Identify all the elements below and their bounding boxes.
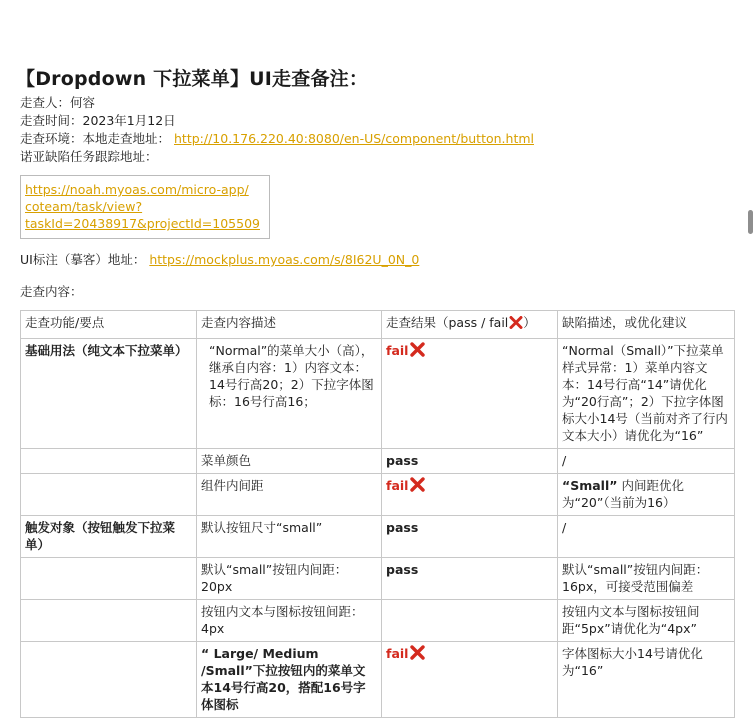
time-line: 走查时间：2023年1月12日 (20, 113, 176, 128)
red-cross-icon (409, 477, 426, 496)
row-desc: “ Large/ Medium /Small”下拉按钮内的菜单文本14号行高20，搭配16号字体图标 (197, 642, 382, 718)
env-url-link[interactable]: http://10.176.220.40:8080/en-US/component/button.html (174, 131, 534, 146)
row-point (21, 474, 197, 516)
ui-url-link[interactable]: https://mockplus.myoas.com/s/8I62U_0N_0 (149, 252, 420, 267)
table-row (21, 474, 735, 516)
row-desc: “Normal”的菜单大小（高），继承自内容：1）内容文本：14号行高20；2）下拉字体图标：16号行高16； (197, 339, 382, 449)
row-result (382, 474, 558, 516)
pass-text: pass (386, 453, 419, 468)
row-issue: / (558, 449, 735, 474)
row-issue: / (558, 516, 735, 558)
walkthrough-table (20, 310, 735, 718)
row-result (382, 600, 558, 642)
header-result-text: 走查结果（pass / fail (386, 315, 509, 330)
env-line (20, 130, 734, 148)
ui-line (20, 251, 734, 269)
fail-text: fail (386, 646, 409, 661)
defect-url-line-3: taskId=20438917&projectId=105509 (25, 216, 260, 231)
issue-emphasis: “Small” (562, 478, 618, 493)
row-desc: 默认“small”按钮内间距：20px (197, 558, 382, 600)
header-desc: 走查内容描述 (197, 311, 382, 339)
row-point: 触发对象（按钮触发下拉菜单） (21, 516, 197, 558)
defect-url-line-1: https://noah.myoas.com/micro-app/ (25, 182, 249, 197)
red-cross-icon (509, 316, 523, 333)
header-result-close: ） (523, 315, 536, 330)
row-issue (558, 474, 735, 516)
document-body (16, 66, 734, 718)
table-row (21, 558, 735, 600)
walker-line: 走查人：何容 (20, 95, 96, 110)
row-result (382, 558, 558, 600)
env-label: 走查环境：本地走查地址： (20, 131, 171, 146)
row-point (21, 558, 197, 600)
table-row (21, 449, 735, 474)
row-result (382, 339, 558, 449)
page-title: 【Dropdown 下拉菜单】UI走查备注： (16, 68, 369, 90)
row-issue: 字体图标大小14号请优化为“16” (558, 642, 735, 718)
table-row (21, 642, 735, 718)
row-desc: 按钮内文本与图标按钮间距：4px (197, 600, 382, 642)
row-point: 基础用法（纯文本下拉菜单） (21, 339, 197, 449)
row-issue: 按钮内文本与图标按钮间距“5px”请优化为“4px” (558, 600, 735, 642)
scrollbar-thumb[interactable] (748, 210, 753, 234)
header-issue: 缺陷描述，或优化建议 (558, 311, 735, 339)
row-desc: 菜单颜色 (197, 449, 382, 474)
fail-text: fail (386, 343, 409, 358)
red-cross-icon (409, 342, 426, 361)
pass-text: pass (386, 562, 419, 577)
pass-text: pass (386, 520, 419, 535)
row-result (382, 516, 558, 558)
ui-label: UI标注（摹客）地址： (20, 252, 146, 267)
defect-url-line-2: coteam/task/view? (25, 199, 143, 214)
content-label: 走查内容： (20, 284, 83, 299)
table-row (21, 339, 735, 449)
header-point: 走查功能/要点 (21, 311, 197, 339)
defect-url-link[interactable] (25, 182, 260, 231)
row-result (382, 642, 558, 718)
issue-text: 内间距优化为“20”（当前为16） (562, 478, 684, 510)
fail-text: fail (386, 478, 409, 493)
row-desc: 默认按钮尺寸“small” (197, 516, 382, 558)
table-row (21, 516, 735, 558)
table-row (21, 600, 735, 642)
row-result (382, 449, 558, 474)
row-point (21, 600, 197, 642)
row-desc: 组件内间距 (197, 474, 382, 516)
row-point (21, 449, 197, 474)
red-cross-icon (409, 645, 426, 664)
row-point (21, 642, 197, 718)
table-header-row (21, 311, 735, 339)
header-result (382, 311, 558, 339)
row-issue: “Normal（Small）”下拉菜单样式异常：1）菜单内容文本：14号行高“14”请优化为“20行高”；2）下拉字体图标大小14号（当前对齐了行内文本大小）请优化为“16” (558, 339, 735, 449)
row-issue: 默认“small”按钮内间距：16px，可接受范围偏差 (558, 558, 735, 600)
defect-url-box (20, 175, 270, 239)
defect-label: 诺亚缺陷任务跟踪地址： (20, 149, 158, 164)
